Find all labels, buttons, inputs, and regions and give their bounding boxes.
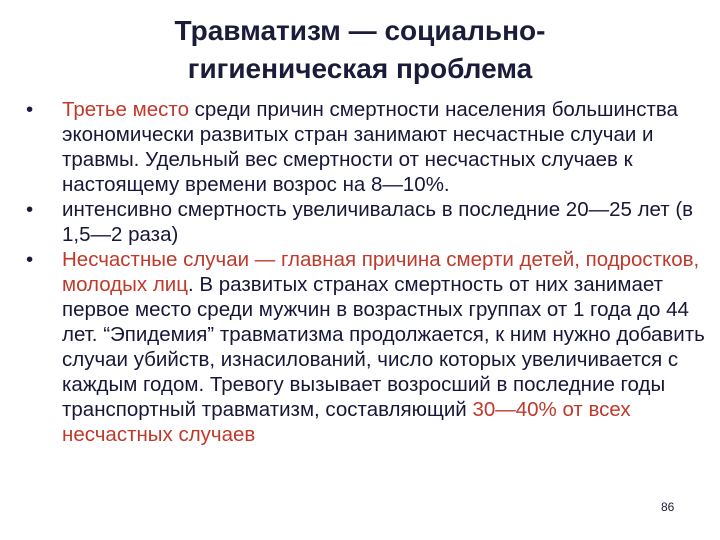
- bullet-2-text: интенсивно смертность увеличивалась в последние 20—25 лет (в 1,5—2 раза): [62, 198, 694, 246]
- bullet-item-1: [22, 97, 712, 197]
- bullet-dot-icon: •: [26, 98, 34, 121]
- bullet-3-highlight: Несчастные случаи — главная причина смерти детей, подростков, молодых лиц: [62, 248, 700, 296]
- bullet-item-2: [22, 197, 712, 247]
- bullet-3-text: . В развитых странах смертность от них занимает первое место среди мужчин в возрастных группах от 1 года до 44 лет. “Эпидемия” травматизма продолжается, к ним нужно добавить случаи убийств, изнасилований, число которых увеличивается с каждым годом. Тревогу вызывает возросший в последние годы транспортный травматизм, составляющий: [62, 273, 705, 421]
- bullet-1-highlight: Третье место: [62, 98, 189, 121]
- bullet-list: [22, 97, 712, 447]
- bullet-item-3: [22, 247, 712, 447]
- page-number: 86: [661, 500, 675, 514]
- bullet-dot-icon: •: [26, 248, 34, 271]
- bullet-dot-icon: •: [26, 198, 34, 221]
- slide-title: [110, 12, 610, 88]
- title-line-1: Травматизм — социально-: [174, 15, 546, 46]
- bullet-1-text: среди причин смертности населения большинства экономически развитых стран занимают несчастные случаи и травмы. Удельный вес смертности от несчастных случаев к настоящему времени возрос на 8—10%.: [62, 98, 678, 196]
- title-line-2: гигиеническая проблема: [187, 53, 533, 84]
- bullet-3-highlight-tail: 30—40% от всех несчастных случаев: [62, 398, 631, 446]
